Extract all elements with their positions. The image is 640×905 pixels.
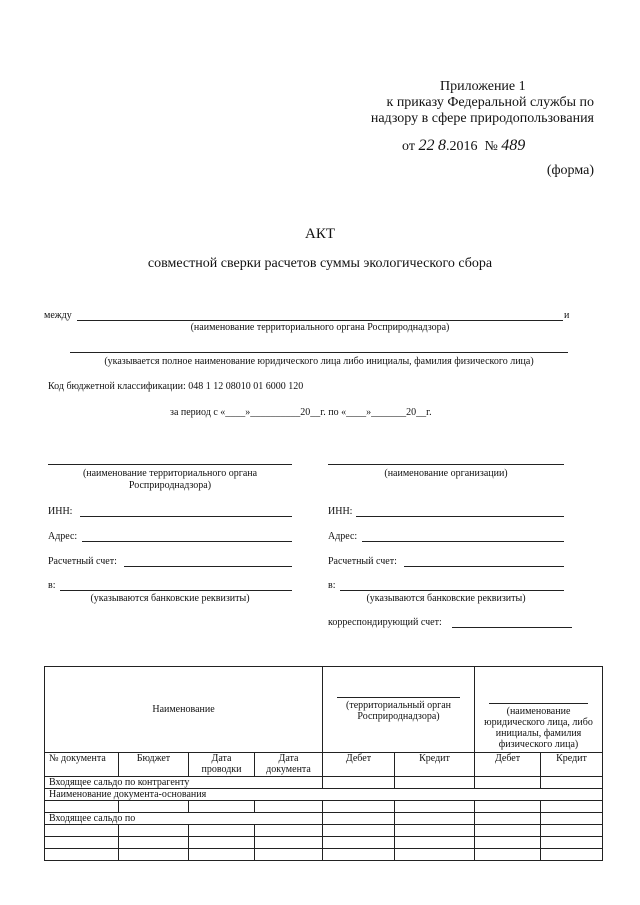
cell[interactable]	[475, 777, 541, 789]
cell[interactable]	[189, 801, 255, 813]
cell[interactable]	[541, 849, 603, 861]
order-line-1: к приказу Федеральной службы по	[386, 95, 594, 110]
left-address-field[interactable]	[82, 541, 292, 542]
col-budget: Бюджет	[119, 753, 189, 777]
cell[interactable]	[475, 825, 541, 837]
cell[interactable]	[395, 777, 475, 789]
cell[interactable]	[255, 837, 323, 849]
left-organ-field[interactable]	[48, 464, 292, 465]
entity-header-line-3: инициалы, фамилия	[495, 728, 582, 739]
col-debit: Дебет	[323, 753, 395, 777]
right-inn-label: ИНН:	[328, 506, 353, 517]
cell[interactable]	[255, 825, 323, 837]
left-bank-label: в:	[48, 580, 56, 591]
cell[interactable]	[395, 849, 475, 861]
col-credit-2: Кредит	[541, 753, 603, 777]
table-row	[45, 825, 603, 837]
cell[interactable]	[323, 801, 395, 813]
entity-header	[475, 667, 603, 753]
reconciliation-table	[44, 666, 603, 861]
territorial-header-line-1: (территориальный орган	[346, 700, 451, 711]
cell[interactable]	[541, 801, 603, 813]
cell[interactable]	[475, 813, 541, 825]
left-organ-hint-2: Росприроднадзора)	[128, 480, 212, 491]
date-prefix: от	[402, 139, 415, 154]
cell[interactable]	[323, 837, 395, 849]
cell[interactable]	[475, 837, 541, 849]
left-bank-hint: (указываются банковские реквизиты)	[90, 593, 250, 604]
table-header-row	[45, 667, 603, 753]
col-posting-date-l1: Дата	[211, 753, 232, 764]
cell[interactable]	[45, 825, 119, 837]
kbk-code: Код бюджетной классификации: 048 1 12 08010 01 6000 120	[48, 381, 304, 392]
left-account-label: Расчетный счет:	[48, 556, 117, 567]
row-opening-by: Входящее сальдо по	[45, 813, 323, 825]
cell[interactable]	[475, 801, 541, 813]
cell[interactable]	[395, 801, 475, 813]
entity-header-line-1: (наименование	[506, 706, 571, 717]
table-row	[45, 789, 603, 801]
corr-account-field[interactable]	[452, 627, 572, 628]
cell[interactable]	[189, 849, 255, 861]
cell[interactable]	[395, 837, 475, 849]
table-row	[45, 813, 603, 825]
corr-account-label: корреспондирующий счет:	[328, 617, 442, 628]
cell[interactable]	[45, 837, 119, 849]
col-document-date-l2: документа	[266, 764, 311, 775]
col-posting-date-l2: проводки	[201, 764, 242, 775]
territorial-organ-hint: (наименование территориального органа Росприроднадзора)	[190, 322, 450, 333]
left-bank-field[interactable]	[60, 590, 292, 591]
cell[interactable]	[45, 849, 119, 861]
date-year: .2016	[445, 139, 478, 154]
form-label: (форма)	[546, 163, 594, 178]
cell[interactable]	[395, 813, 475, 825]
row-basis-document: Наименование документа-основания	[45, 789, 603, 801]
cell[interactable]	[541, 837, 603, 849]
entity-name-hint: (указывается полное наименование юридического лица либо инициалы, фамилия физического лица)	[104, 356, 534, 367]
col-document-date	[255, 753, 323, 777]
cell[interactable]	[395, 825, 475, 837]
cell[interactable]	[475, 849, 541, 861]
right-address-field[interactable]	[362, 541, 564, 542]
document-title: АКТ	[305, 226, 335, 242]
right-address-label: Адрес:	[328, 531, 358, 542]
left-inn-label: ИНН:	[48, 506, 73, 517]
cell[interactable]	[255, 801, 323, 813]
entity-header-line-2: юридического лица, либо	[484, 717, 593, 728]
name-header: Наименование	[45, 667, 323, 753]
entity-header-line-4: физического лица)	[498, 739, 579, 750]
territorial-header-line-2: Росприроднадзора)	[357, 711, 440, 722]
entity-name-field[interactable]	[70, 352, 568, 353]
col-posting-date	[189, 753, 255, 777]
col-document-date-l1: Дата	[278, 753, 299, 764]
left-inn-field[interactable]	[80, 516, 292, 517]
cell[interactable]	[189, 837, 255, 849]
col-debit-2: Дебет	[475, 753, 541, 777]
cell[interactable]	[541, 825, 603, 837]
order-number: 489	[501, 137, 526, 154]
cell[interactable]	[119, 825, 189, 837]
cell[interactable]	[119, 849, 189, 861]
cell[interactable]	[323, 849, 395, 861]
territorial-header	[323, 667, 475, 753]
appendix-label: Приложение 1	[440, 79, 526, 94]
cell[interactable]	[323, 813, 395, 825]
table-row	[45, 777, 603, 789]
between-label: между	[44, 310, 72, 321]
right-organization-hint: (наименование организации)	[384, 468, 508, 479]
cell[interactable]	[189, 825, 255, 837]
col-doc-number: № документа	[45, 753, 119, 777]
table-row	[45, 849, 603, 861]
right-account-label: Расчетный счет:	[328, 556, 397, 567]
left-address-label: Адрес:	[48, 531, 78, 542]
right-bank-label: в:	[328, 580, 336, 591]
order-line-2: надзору в сфере природопользования	[370, 111, 594, 126]
order-date	[402, 138, 525, 155]
and-label: и	[564, 310, 570, 321]
right-bank-field[interactable]	[340, 590, 564, 591]
cell[interactable]	[255, 849, 323, 861]
col-credit: Кредит	[395, 753, 475, 777]
left-account-field[interactable]	[124, 566, 292, 567]
row-opening-counterparty: Входящее сальдо по контрагенту	[45, 777, 323, 789]
cell[interactable]	[541, 777, 603, 789]
date-month: 8	[437, 137, 446, 154]
right-bank-hint: (указываются банковские реквизиты)	[366, 593, 526, 604]
table-row	[45, 801, 603, 813]
column-header-row	[45, 753, 603, 777]
date-day: 22	[418, 137, 435, 154]
cell[interactable]	[323, 777, 395, 789]
cell[interactable]	[119, 837, 189, 849]
right-organization-field[interactable]	[328, 464, 564, 465]
document-subtitle: совместной сверки расчетов суммы экологического сбора	[147, 256, 493, 271]
cell[interactable]	[45, 801, 119, 813]
number-sign: №	[484, 139, 498, 154]
territorial-organ-field[interactable]	[77, 320, 563, 321]
cell[interactable]	[541, 813, 603, 825]
table-row	[45, 837, 603, 849]
period-range: за период с «____»__________20__г. по «____»_______20__г.	[170, 407, 432, 418]
cell[interactable]	[323, 825, 395, 837]
left-organ-hint-1: (наименование территориального органа	[82, 468, 258, 479]
cell[interactable]	[119, 801, 189, 813]
right-account-field[interactable]	[404, 566, 564, 567]
right-inn-field[interactable]	[356, 516, 564, 517]
